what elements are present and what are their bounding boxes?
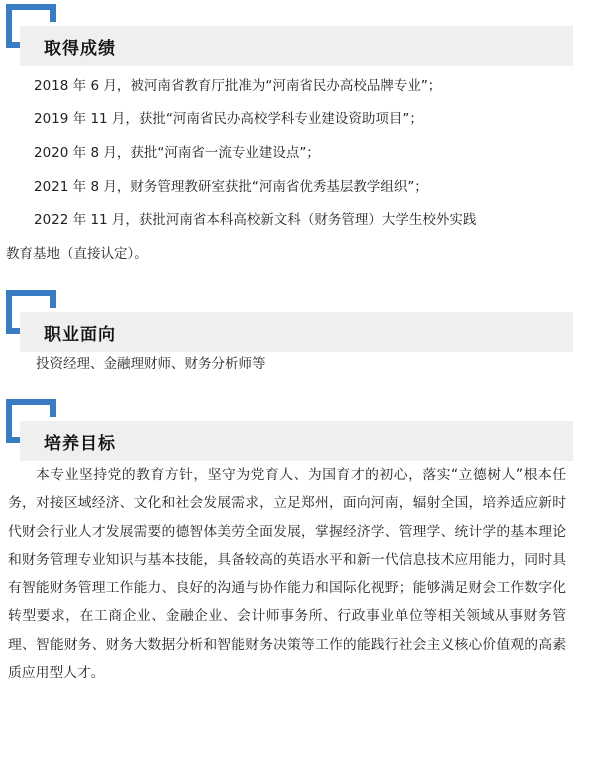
section-title: 培养目标 bbox=[44, 434, 116, 454]
career-text: 投资经理、金融理财师、财务分析师等 bbox=[36, 356, 266, 372]
achievement-item: 2021 年 8 月，财务管理教研室获批“河南省优秀基层教学组织”； bbox=[34, 179, 428, 195]
section-title: 取得成绩 bbox=[44, 39, 116, 59]
achievement-item: 2018 年 6 月，被河南省教育厅批准为“河南省民办高校品牌专业”； bbox=[34, 78, 442, 94]
achievement-item: 2022 年 11 月，获批河南省本科高校新文科（财务管理）大学生校外实践 bbox=[34, 212, 477, 228]
section-title-bar bbox=[20, 421, 573, 461]
achievement-item: 2019 年 11 月，获批“河南省民办高校学科专业建设资助项目”； bbox=[34, 111, 423, 127]
section-title: 职业面向 bbox=[44, 325, 116, 345]
career-header bbox=[0, 290, 600, 345]
section-title-bar bbox=[20, 312, 573, 352]
section-title-bar bbox=[20, 26, 573, 66]
achievement-item: 教育基地（直接认定）。 bbox=[6, 246, 148, 262]
achievement-item: 2020 年 8 月，获批“河南省一流专业建设点”； bbox=[34, 145, 320, 161]
goals-paragraph: 本专业坚持党的教育方针，坚守为党育人、为国育才的初心，落实“立德树人”根本任务，对接区域经济、文化和社会发展需求，立足郑州，面向河南，辐射全国，培养适应新时代财会行业人才发展需要的德智体美劳全面发展，掌握经济学、管理学、统计学的基本理论和财务管理专业知识与基本技能，具备较高的英语水平和新一代信息技术应用能力，同时具有智能财务管理工作能力、良好的沟通与协作能力和国际化视野；能够满足财会工作数字化转型要求，在工商企业、金融企业、会计师事务所、行政事业单位等相关领域从事财务管理、智能财务、财务大数据分析和智能财务决策等工作的能践行社会主义核心价值观的高素质应用型人才。 bbox=[8, 467, 566, 682]
goals-header bbox=[0, 399, 600, 454]
achievements-header bbox=[0, 4, 600, 59]
